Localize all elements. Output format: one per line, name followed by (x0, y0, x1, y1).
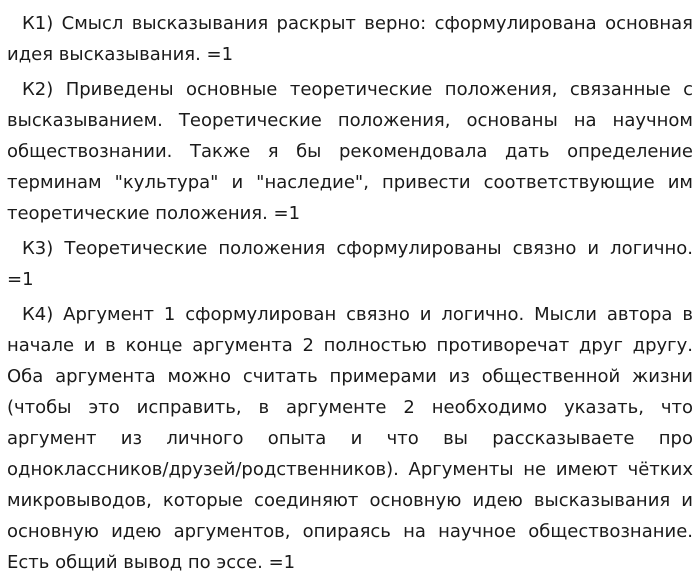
review-document (7, 8, 693, 582)
criterion-k2-paragraph: К2) Приведены основные теоретические положения, связанные с высказыванием. Теоретические положения, основаны на научном обществознании. Также я бы рекомендовала дать определение терминам "культура" и "наследие", привести соответствующие им теоретические положения. =1 (7, 79, 693, 224)
criterion-k4-paragraph: К4) Аргумент 1 сформулирован связно и логично. Мысли автора в начале и в конце аргумента 2 полностью противоречат друг другу. Оба аргумента можно считать примерами из общественной жизни (чтобы это исправить, в аргументе 2 необходимо указать, что аргумент из личного опыта и что вы рассказываете про одноклассников/друзей/родственников). Аргументы не имеют чётких микровыводов, которые соединяют основную идею высказывания и основную идею аргументов, опираясь на научное обществознание. Есть общий вывод по эссе. =1 (7, 304, 693, 573)
criterion-k1-paragraph: К1) Смысл высказывания раскрыт верно: сформулирована основная идея высказывания. =1 (7, 13, 693, 65)
criterion-k3-paragraph: К3) Теоретические положения сформулированы связно и логично. =1 (7, 238, 693, 290)
